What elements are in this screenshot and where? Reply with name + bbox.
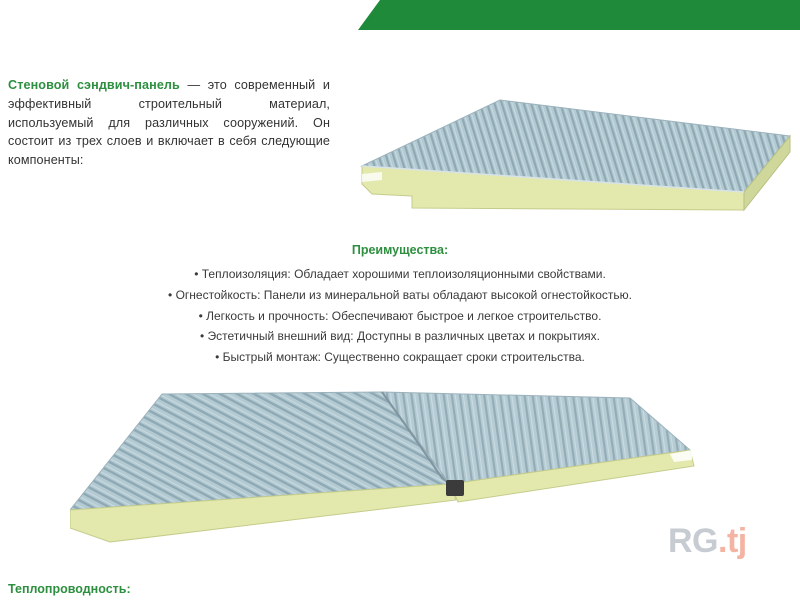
intro-lead: Стеновой сэндвич-панель (8, 78, 180, 92)
sandwich-panels-bottom-image (70, 388, 730, 548)
watermark-rg: RG (668, 522, 718, 560)
advantage-item: • Огнестойкость: Панели из минеральной ваты обладают высокой огнестойкостью. (168, 287, 632, 302)
intro-paragraph (8, 76, 330, 170)
advantage-item: • Теплоизоляция: Обладает хорошими теплоизоляционными свойствами. (194, 267, 606, 281)
rg-tj-watermark (668, 522, 747, 561)
advantage-item: • Быстрый монтаж: Существенно сокращает сроки строительства. (215, 350, 585, 365)
advantage-item: • Эстетичный внешний вид: Доступны в различных цветах и покрытиях. (200, 329, 600, 344)
sandwich-panel-top-image (352, 96, 792, 212)
top-banner (358, 0, 800, 30)
advantages-list (0, 264, 800, 368)
watermark-tj: .tj (718, 522, 747, 560)
thermal-conductivity-title: Теплопроводность: (8, 582, 131, 596)
advantages-title: Преимущества: (351, 243, 449, 257)
intro-text: — это современный и эффективный строительный материал, используемый для различных сооружений. Он состоит из трех слоев и включает в себя следующие компоненты: (8, 78, 330, 168)
advantage-item: • Легкость и прочность: Обеспечивают быстрое и легкое строительство. (198, 308, 602, 323)
